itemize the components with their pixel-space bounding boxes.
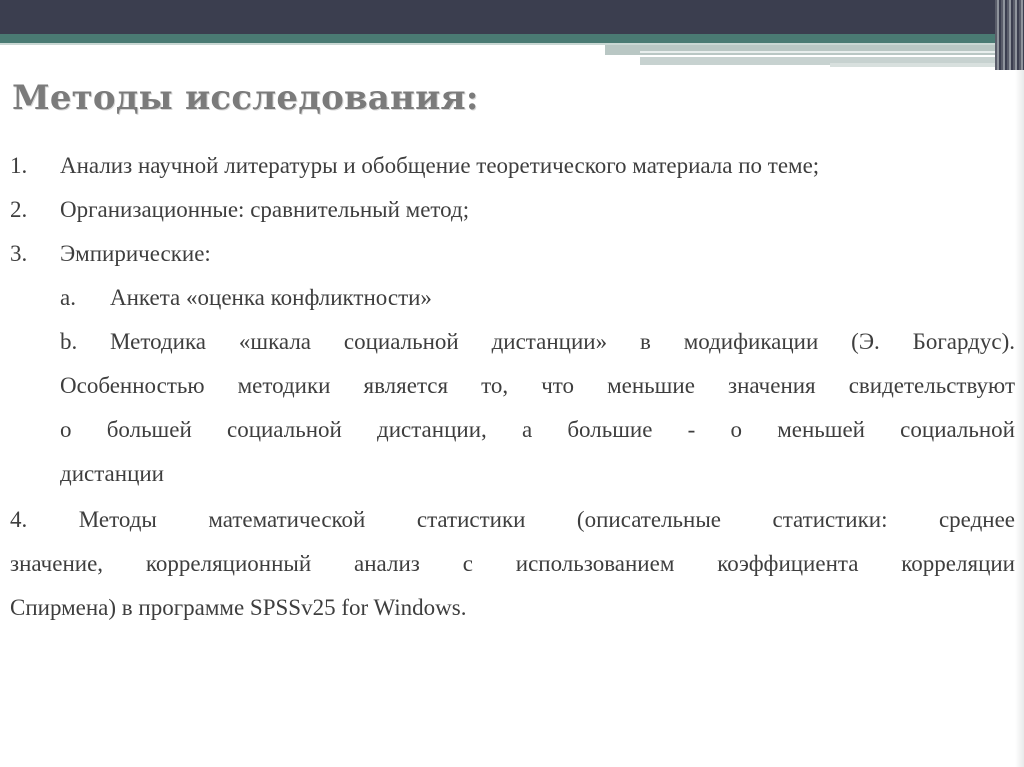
header-accent-band — [0, 34, 1024, 43]
list-item — [10, 236, 1015, 280]
paragraph-line-text: значение, корреляционный анализ с использованием коэффициента корреляции — [10, 551, 1015, 576]
header-divider-line — [640, 51, 1024, 53]
sub-list-item-text: Анкета «оценка конфликтности» — [110, 285, 432, 310]
list-item-text: Анализ научной литературы и обобщение теоретического материала по теме; — [60, 153, 820, 178]
sub-list-item-text: Методика «шкала социальной дистанции» в модификации (Э. Богардус). — [110, 329, 1015, 354]
continuation-line: дистанции — [60, 461, 164, 486]
paragraph-line-text: 4. Методы математической статистики (описательные статистики: среднее — [10, 507, 1015, 532]
list-item — [10, 148, 1015, 192]
paragraph-line — [10, 546, 1015, 590]
list-item — [10, 192, 1015, 236]
right-edge-shadow — [1015, 70, 1024, 767]
sub-list-item — [10, 280, 1015, 324]
list-item-text: Организационные: сравнительный метод; — [60, 197, 470, 222]
sub-list-item-letter: b. — [60, 329, 78, 354]
sub-list-item-continuation — [10, 456, 1015, 500]
list-item-4 — [10, 502, 1015, 634]
sub-list-item — [10, 324, 1015, 368]
sub-list-item-continuation — [10, 368, 1015, 412]
list-item-text: Эмпирические: — [60, 241, 211, 266]
continuation-line: Особенностью методики является то, что меньшие значения свидетельствуют — [60, 373, 1015, 398]
header-gray-band — [605, 45, 1024, 55]
slide-body — [10, 148, 1015, 634]
slide-title: Методы исследования: — [12, 78, 479, 118]
corner-stripes — [995, 0, 1024, 70]
header-bar — [0, 0, 1024, 34]
sub-list-item-letter: a. — [60, 285, 76, 310]
paragraph-line-text: Спирмена) в программе SPSSv25 for Windows. — [10, 595, 467, 620]
paragraph-line — [10, 502, 1015, 546]
continuation-line: о большей социальной дистанции, а большие - о меньшей социальной — [60, 417, 1015, 442]
list-item-number: 1. — [10, 153, 28, 178]
paragraph-line — [10, 590, 1015, 634]
sub-list-item-continuation — [10, 412, 1015, 456]
list-item-number: 3. — [10, 241, 28, 266]
list-item-number: 2. — [10, 197, 28, 222]
